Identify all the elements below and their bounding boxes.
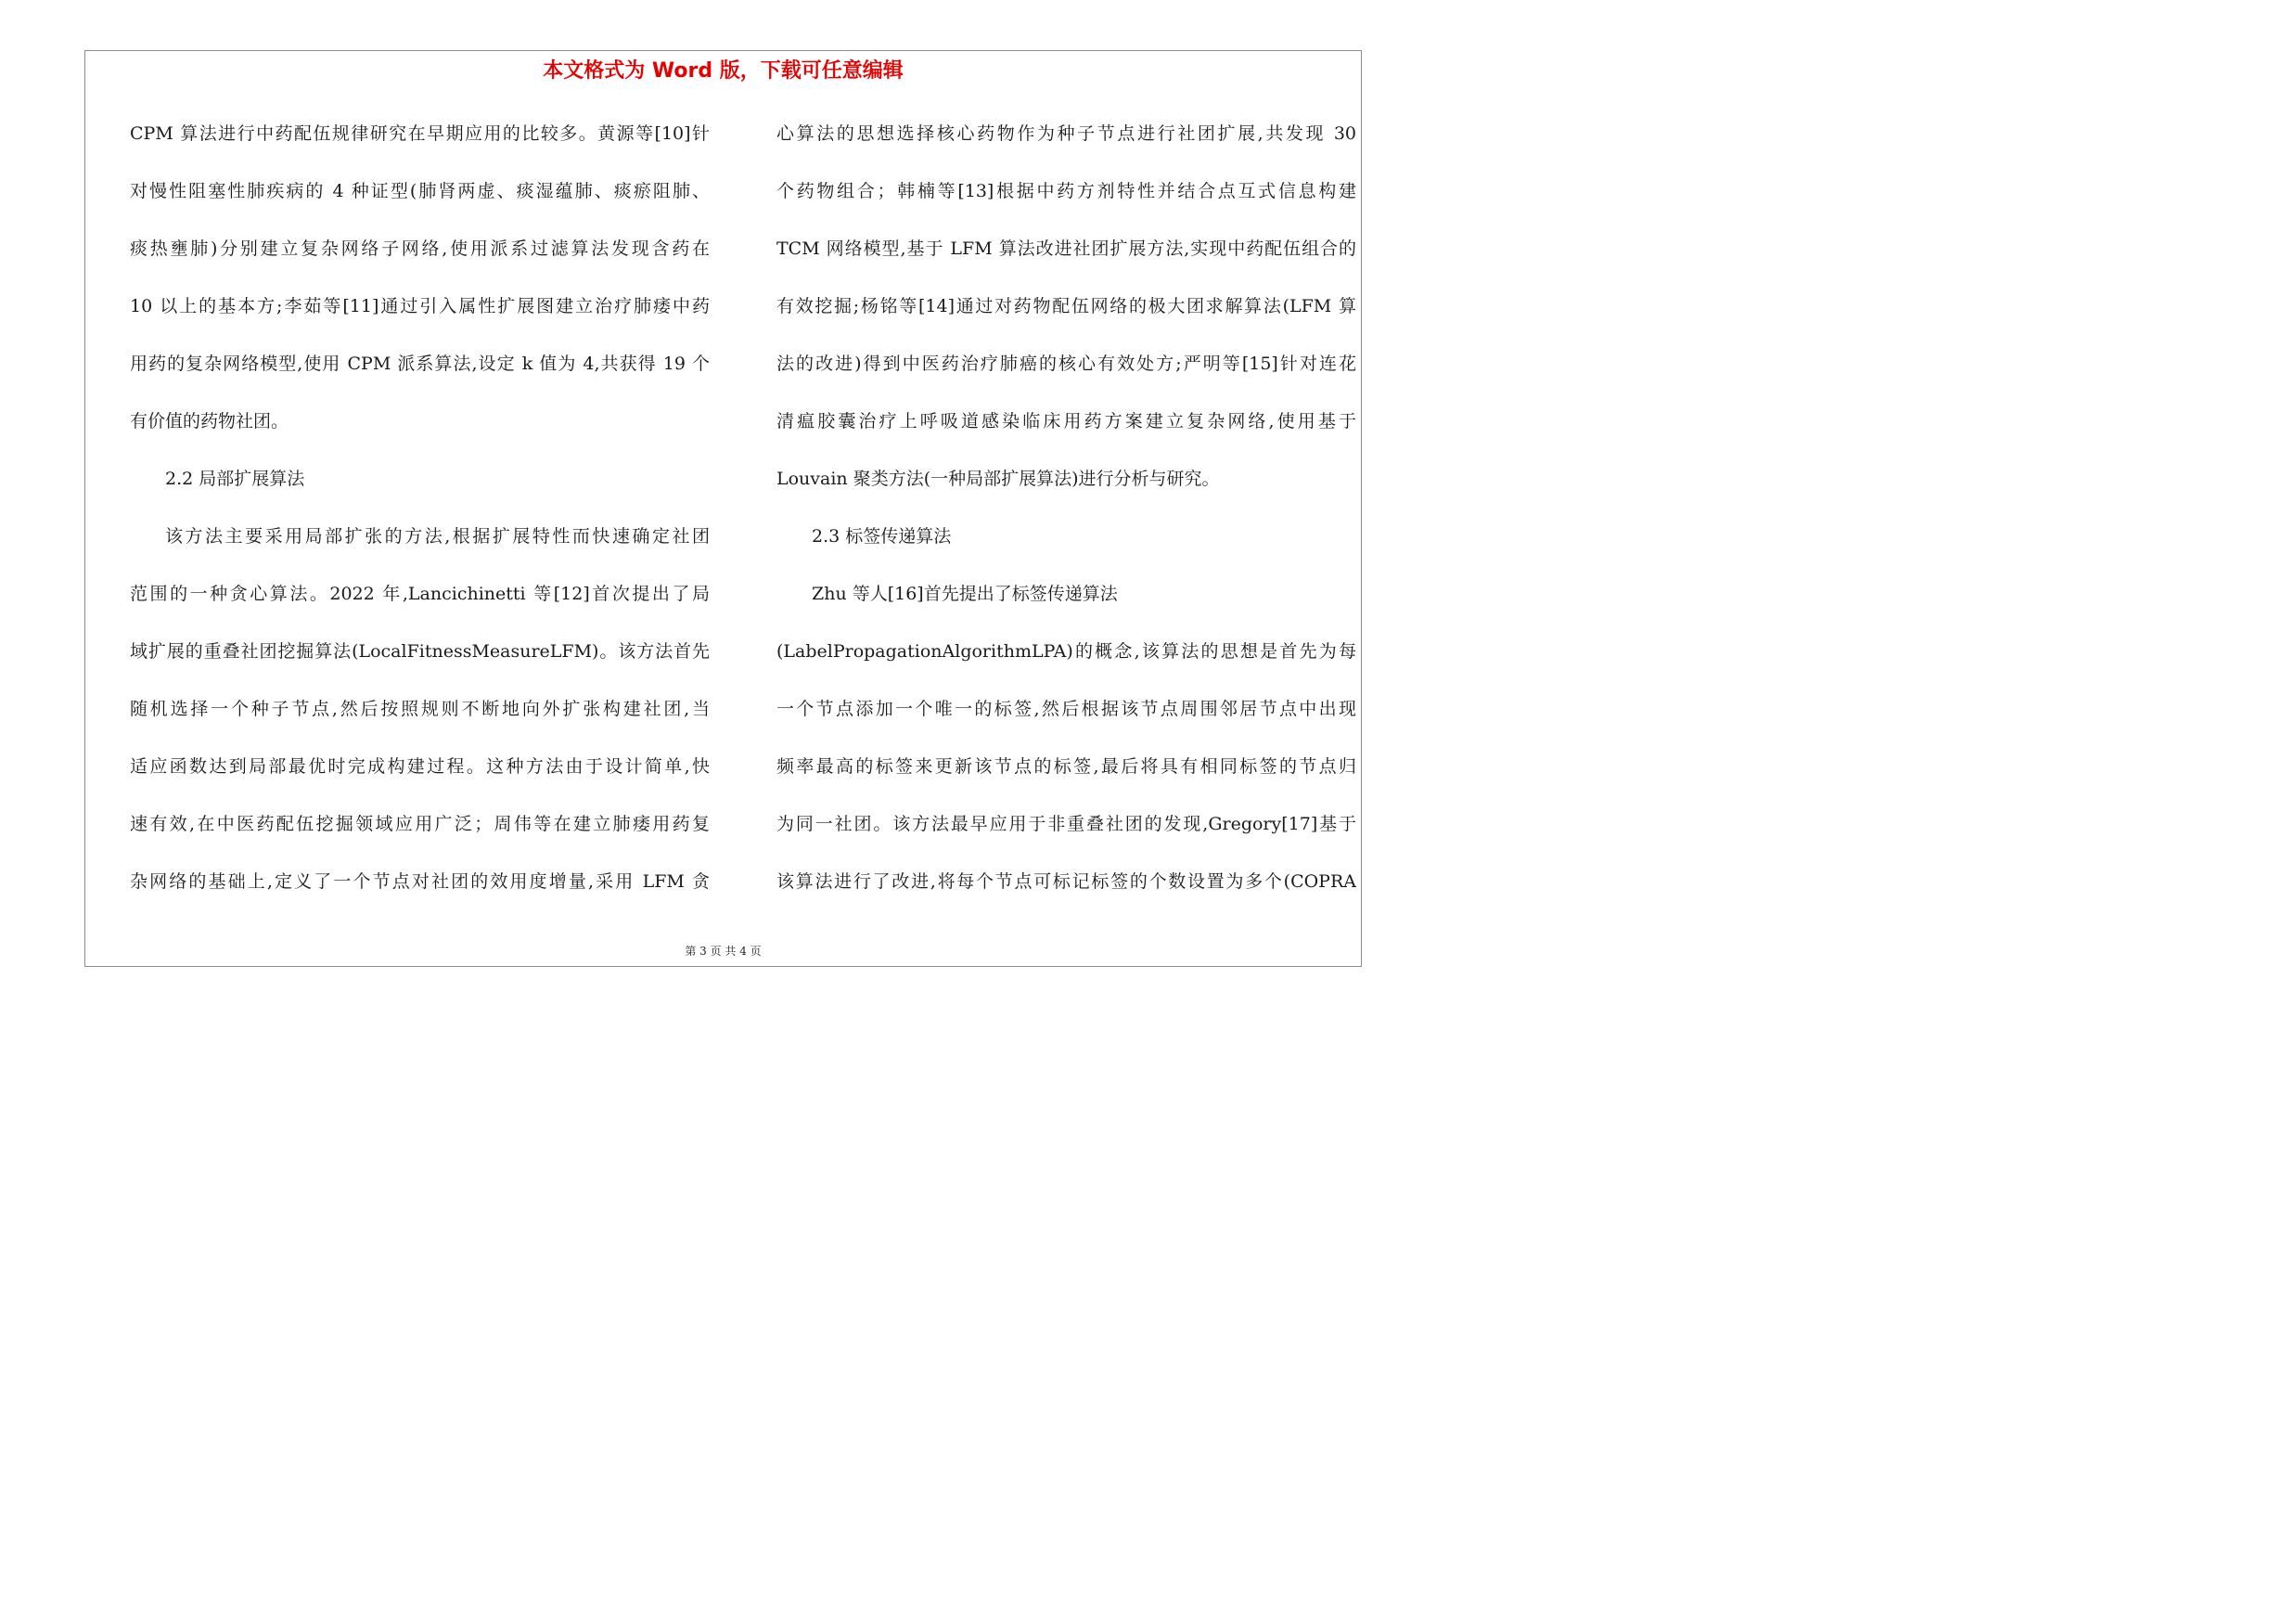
text-line: TCM 网络模型,基于 LFM 算法改进社团扩展方法,实现中药配伍组合的 — [776, 238, 1356, 259]
text-line: 频率最高的标签来更新该节点的标签,最后将具有相同标签的节点归 — [776, 756, 1356, 777]
text-line: 用药的复杂网络模型,使用 CPM 派系算法,设定 k 值为 4,共获得 19 个 — [130, 354, 710, 374]
text-line: 随机选择一个种子节点,然后按照规则不断地向外扩张构建社团,当 — [130, 699, 710, 719]
text-line: 杂网络的基础上,定义了一个节点对社团的效用度增量,采用 LFM 贪 — [130, 871, 710, 892]
text-line: 该算法进行了改进,将每个节点可标记标签的个数设置为多个(COPRA — [776, 871, 1356, 892]
page-number-footer: 第 3 页 共 4 页 — [685, 945, 762, 958]
text-line: CPM 算法进行中药配伍规律研究在早期应用的比较多。黄源等[10]针 — [130, 123, 710, 144]
text-line: 适应函数达到局部最优时完成构建过程。这种方法由于设计简单,快 — [130, 756, 710, 777]
text-line: Zhu 等人[16]首先提出了标签传递算法 — [812, 584, 1118, 604]
text-line: 域扩展的重叠社团挖掘算法(LocalFitnessMeasureLFM)。该方法首先 — [130, 641, 710, 662]
text-line: 心算法的思想选择核心药物作为种子节点进行社团扩展,共发现 30 — [776, 123, 1356, 144]
text-line: 2.2 局部扩展算法 — [165, 469, 305, 489]
text-line: 有效挖掘;杨铭等[14]通过对药物配伍网络的极大团求解算法(LFM 算 — [776, 296, 1356, 316]
text-line: 个药物组合；韩楠等[13]根据中药方剂特性并结合点互式信息构建 — [776, 181, 1356, 201]
format-notice-header: 本文格式为 Word 版，下载可任意编辑 — [543, 59, 904, 83]
text-line: 为同一社团。该方法最早应用于非重叠社团的发现,Gregory[17]基于 — [776, 814, 1356, 834]
right-text-column — [776, 105, 1356, 910]
text-line: 痰热壅肺)分别建立复杂网络子网络,使用派系过滤算法发现含药在 — [130, 238, 710, 259]
text-line: (LabelPropagationAlgorithmLPA)的概念,该算法的思想是首先为每 — [776, 641, 1356, 662]
text-line: 对慢性阻塞性肺疾病的 4 种证型(肺肾两虚、痰湿蕴肺、痰瘀阻肺、 — [130, 181, 710, 201]
text-line: 速有效,在中医药配伍挖掘领域应用广泛；周伟等在建立肺痿用药复 — [130, 814, 710, 834]
left-text-column — [130, 105, 710, 910]
text-line: 清瘟胶囊治疗上呼吸道感染临床用药方案建立复杂网络,使用基于 — [776, 411, 1356, 432]
text-line: 该方法主要采用局部扩张的方法,根据扩展特性而快速确定社团 — [165, 526, 710, 547]
text-line: 10 以上的基本方;李茹等[11]通过引入属性扩展图建立治疗肺痿中药 — [130, 296, 710, 316]
text-line: Louvain 聚类方法(一种局部扩展算法)进行分析与研究。 — [776, 469, 1220, 489]
text-line: 范围的一种贪心算法。2022 年,Lancichinetti 等[12]首次提出了局 — [130, 584, 710, 604]
text-line: 有价值的药物社团。 — [130, 411, 289, 432]
text-line: 一个节点添加一个唯一的标签,然后根据该节点周围邻居节点中出现 — [776, 699, 1356, 719]
text-line: 法的改进)得到中医药治疗肺癌的核心有效处方;严明等[15]针对连花 — [776, 354, 1356, 374]
text-line: 2.3 标签传递算法 — [812, 526, 952, 547]
